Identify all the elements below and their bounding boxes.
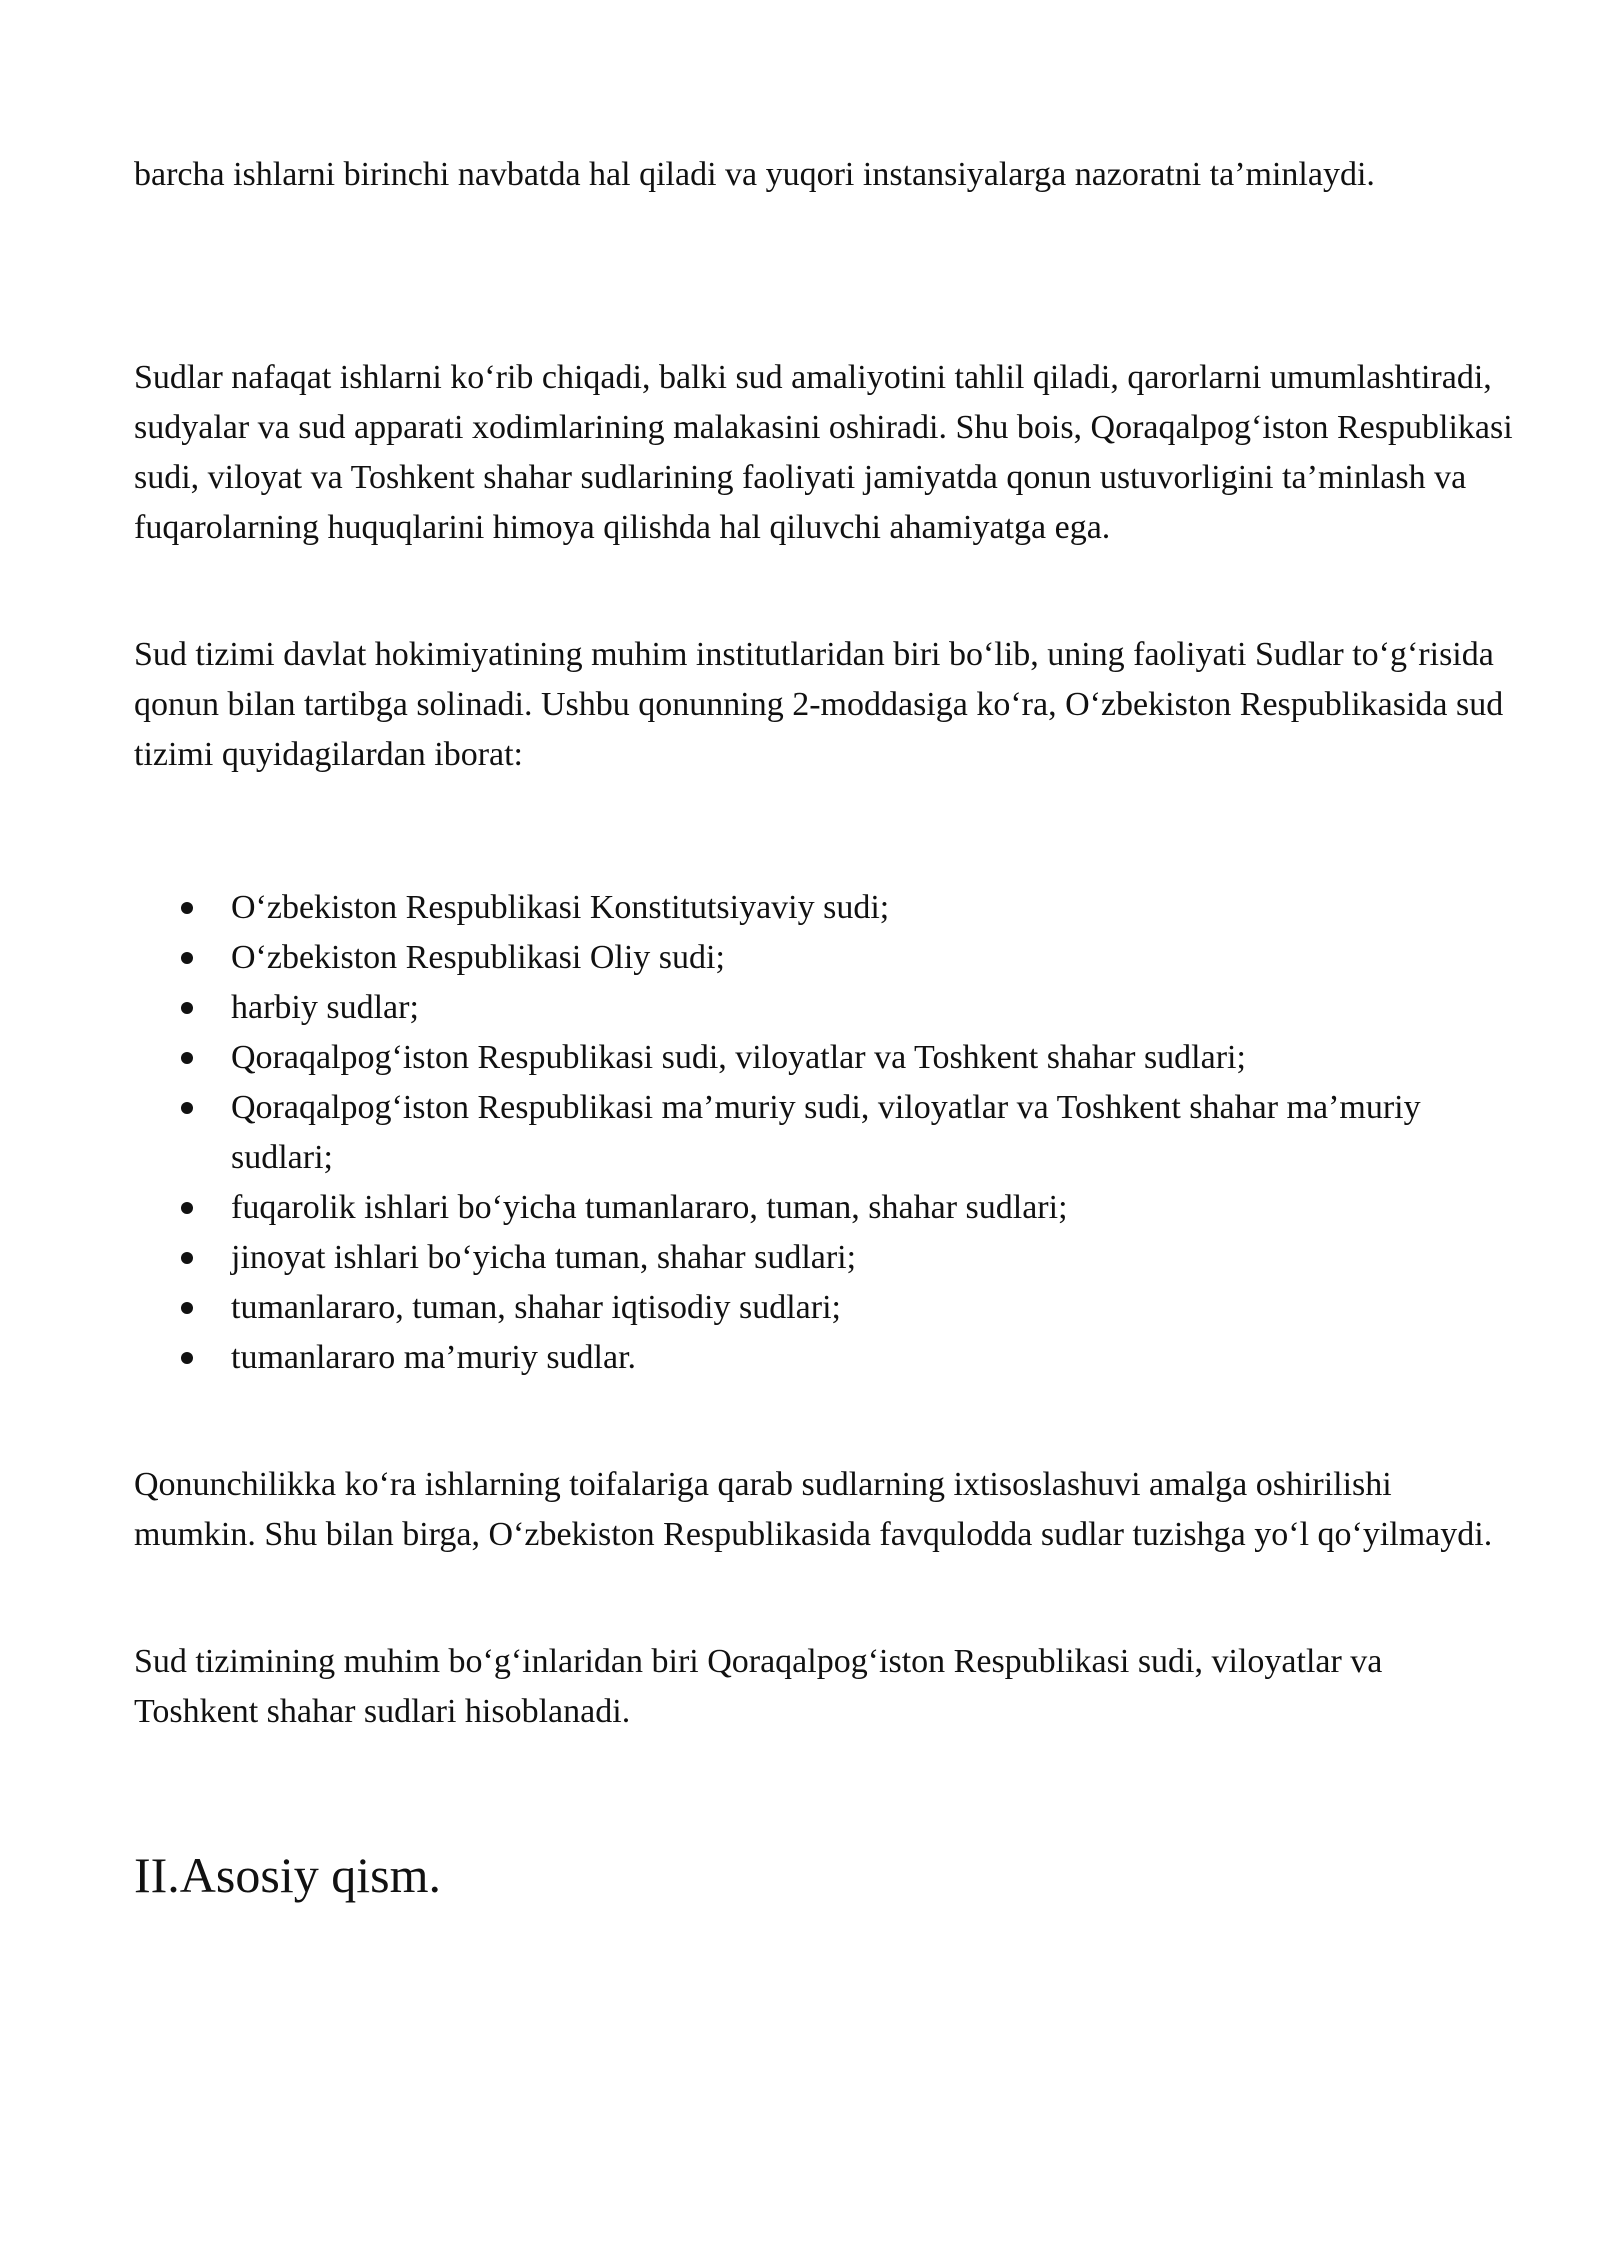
paragraph-intro: barcha ishlarni birinchi navbatda hal qiladi va yuqori instansiyalarga nazoratni ta’minlaydi.: [134, 156, 1375, 193]
paragraph-courts-role: Sudlar nafaqat ishlarni ko‘rib chiqadi, balki sud amaliyotini tahlil qiladi, qarorlarni umumlashtiradi, sudyalar va sud apparati xodimlarining malakasini oshiradi. Shu bois, Qoraqalpog‘iston Respublikasi sudi, viloyat va Toshkent shahar sudlarining faoliyati jamiyatda qonun ustuvorligini ta’minlash va fuqarolarning huquqlarini himoya qilishda hal qiluvchi ahamiyatga ega.: [134, 359, 1513, 546]
list-item-text: jinoyat ishlari bo‘yicha tuman, shahar sudlari;: [231, 1239, 857, 1276]
bullet-icon: [181, 1302, 193, 1314]
paragraph-specialization: Qonunchilikka ko‘ra ishlarning toifalariga qarab sudlarning ixtisoslashuvi amalga oshirilishi mumkin. Shu bilan birga, O‘zbekiston Respublikasida favqulodda sudlar tuzishga yo‘l qo‘yilmaydi.: [134, 1466, 1493, 1553]
list-item: [134, 983, 1514, 1033]
bullet-icon: [181, 902, 193, 914]
list-item-text: O‘zbekiston Respublikasi Oliy sudi;: [231, 939, 725, 976]
list-item-text: fuqarolik ishlari bo‘yicha tumanlararo, tuman, shahar sudlari;: [231, 1189, 1068, 1226]
list-item-text: Qoraqalpog‘iston Respublikasi ma’muriy sudi, viloyatlar va Toshkent shahar ma’muriy sudlari;: [231, 1089, 1421, 1176]
list-item: [134, 1183, 1514, 1233]
list-item: [134, 1333, 1514, 1383]
bullet-icon: [181, 1052, 193, 1064]
bullet-icon: [181, 1102, 193, 1114]
list-item: [134, 1083, 1514, 1183]
bullet-icon: [181, 1252, 193, 1264]
paragraph-key-courts: Sud tizimining muhim bo‘g‘inlaridan biri Qoraqalpog‘iston Respublikasi sudi, viloyatlar va Toshkent shahar sudlari hisoblanadi.: [134, 1643, 1383, 1730]
list-item-text: harbiy sudlar;: [231, 989, 419, 1026]
bullet-icon: [181, 952, 193, 964]
list-item: [134, 933, 1514, 983]
list-item-text: tumanlararo ma’muriy sudlar.: [231, 1339, 637, 1376]
court-system-list: [134, 883, 1514, 1383]
bullet-icon: [181, 1002, 193, 1014]
list-item: [134, 1033, 1514, 1083]
list-item: [134, 1233, 1514, 1283]
list-item-text: Qoraqalpog‘iston Respublikasi sudi, viloyatlar va Toshkent shahar sudlari;: [231, 1039, 1246, 1076]
list-item-text: tumanlararo, tuman, shahar iqtisodiy sudlari;: [231, 1289, 841, 1326]
section-heading: II.Asosiy qism.: [134, 1847, 441, 1903]
paragraph-court-system: Sud tizimi davlat hokimiyatining muhim institutlaridan biri bo‘lib, uning faoliyati Sudlar to‘g‘risida qonun bilan tartibga solinadi. Ushbu qonunning 2-moddasiga ko‘ra, O‘zbekiston Respublikasida sud tizimi quyidagilardan iborat:: [134, 636, 1504, 773]
list-item-text: O‘zbekiston Respublikasi Konstitutsiyaviy sudi;: [231, 889, 890, 926]
list-item: [134, 1283, 1514, 1333]
bullet-icon: [181, 1202, 193, 1214]
bullet-icon: [181, 1352, 193, 1364]
list-item: [134, 883, 1514, 933]
